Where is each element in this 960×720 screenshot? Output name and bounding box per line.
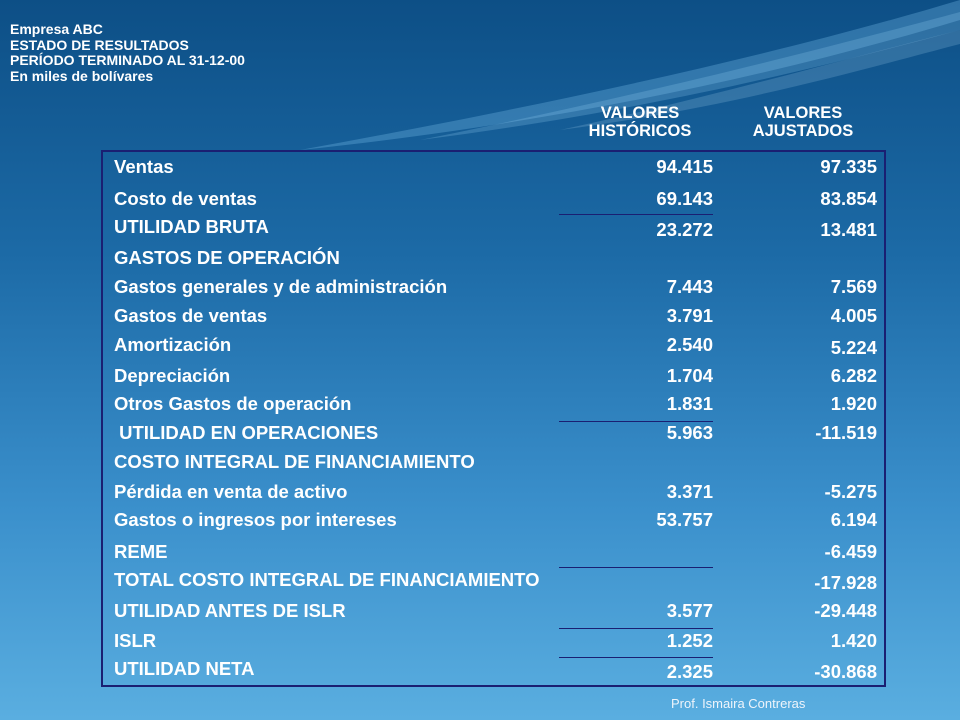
historic-value: 1.831 [666,393,713,414]
subtotal-rule [559,628,713,629]
historic-value: 1.252 [666,630,713,651]
table-row [103,184,884,212]
historic-value: 2.540 [666,334,713,355]
row-label: REME [114,541,168,562]
adjusted-value: 5.224 [830,337,877,358]
report-header [10,22,245,84]
historic-value: 3.577 [666,600,713,621]
adjusted-value: 1.420 [830,630,877,651]
adjusted-value: 1.920 [830,393,877,414]
author-credit: Prof. Ismaira Contreras [671,696,806,711]
table-row [103,654,884,682]
row-label: Costo de ventas [114,188,257,209]
historic-value: 7.443 [666,276,713,297]
table-row [103,447,884,475]
historic-value: 3.371 [666,481,713,502]
row-label: Amortización [114,334,232,355]
row-label: ISLR [114,630,157,651]
historic-value: 94.415 [656,156,713,177]
table-row [103,330,884,358]
adjusted-value: -30.868 [814,661,877,682]
adjusted-value: 83.854 [820,188,877,209]
table-row [103,537,884,565]
table-row [103,361,884,389]
table-row [103,505,884,533]
adjusted-value: 7.569 [830,276,877,297]
row-label: Gastos generales y de administración [114,276,448,297]
column-header-adjusted [728,104,878,140]
row-label: UTILIDAD NETA [114,658,255,679]
row-label: UTILIDAD BRUTA [114,216,269,237]
table-row [103,152,884,180]
adjusted-value: -6.459 [824,541,877,562]
adjusted-value: -11.519 [815,422,877,443]
adjusted-value: -17.928 [814,572,877,593]
subtotal-rule [559,421,713,422]
table-row [103,626,884,654]
historic-value: 5.963 [666,422,713,443]
column-header-historic [560,104,720,140]
column-header-adjusted-line1: VALORES [763,104,843,122]
row-label: Depreciación [114,365,231,386]
adjusted-value: -29.448 [814,600,877,621]
table-row [103,565,884,593]
subtotal-rule [559,214,713,215]
column-header-historic-line2: HISTÓRICOS [588,122,692,140]
row-label: Pérdida en venta de activo [114,481,348,502]
row-label: UTILIDAD EN OPERACIONES [114,422,379,443]
adjusted-value: 97.335 [820,156,877,177]
table-row [103,477,884,505]
historic-value: 69.143 [656,188,713,209]
adjusted-value: 6.194 [830,509,877,530]
row-label: Gastos de ventas [114,305,268,326]
historic-value: 2.325 [666,661,713,682]
row-label: TOTAL COSTO INTEGRAL DE FINANCIAMIENTO [114,569,540,590]
table-row [103,418,884,446]
table-row [103,272,884,300]
row-label: GASTOS DE OPERACIÓN [114,247,340,268]
column-header-historic-line1: VALORES [600,104,680,122]
column-header-adjusted-line2: AJUSTADOS [752,122,854,140]
table-row [103,596,884,624]
historic-value: 3.791 [666,305,713,326]
adjusted-value: 6.282 [830,365,877,386]
adjusted-value: -5.275 [824,481,877,502]
row-label: COSTO INTEGRAL DE FINANCIAMIENTO [114,451,475,472]
row-label: UTILIDAD ANTES DE ISLR [114,600,346,621]
statement-title: ESTADO DE RESULTADOS [10,36,189,53]
historic-value: 1.704 [666,365,713,386]
units-text: En miles de bolívares [10,67,154,84]
income-statement-table [101,150,886,687]
row-label: Otros Gastos de operación [114,393,352,414]
subtotal-rule [559,657,713,658]
row-label: Gastos o ingresos por intereses [114,509,397,530]
subtotal-rule [559,567,713,568]
row-label: Ventas [114,156,174,177]
historic-value: 23.272 [656,219,713,240]
table-row [103,301,884,329]
table-row [103,212,884,240]
table-row [103,389,884,417]
adjusted-value: 4.005 [830,305,877,326]
table-row [103,243,884,271]
historic-value: 53.757 [656,509,713,530]
adjusted-value: 13.481 [820,219,877,240]
period-text: PERÍODO TERMINADO AL 31-12-00 [10,52,245,68]
company-name: Empresa ABC [10,21,103,37]
